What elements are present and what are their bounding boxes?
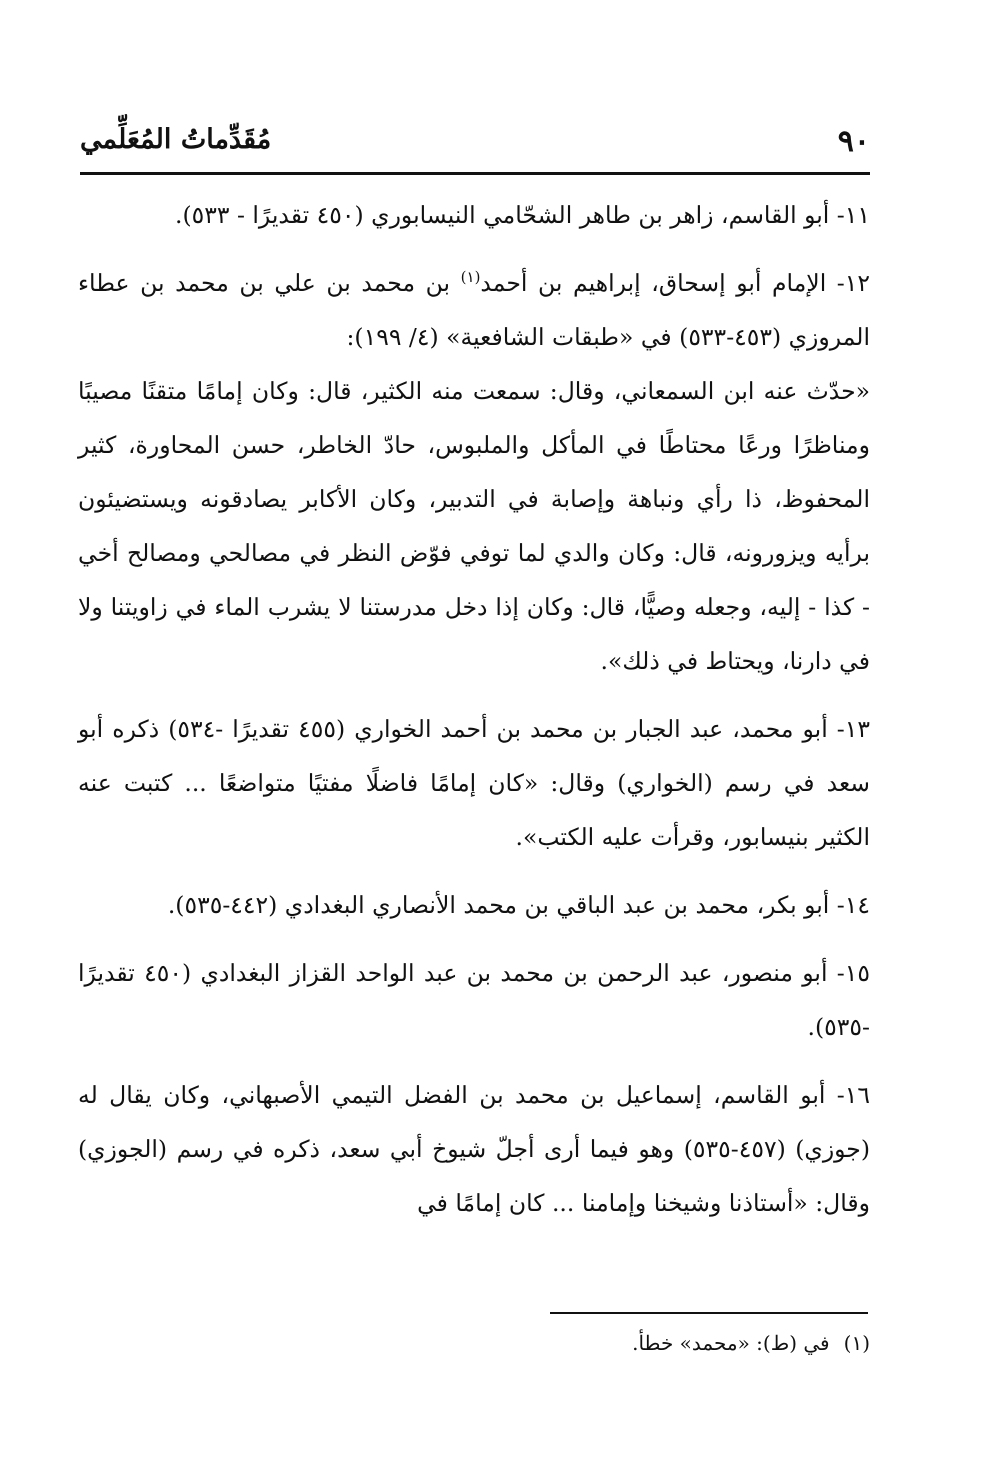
entry-12-text-after-note: بن محمد بن علي بن محمد بن عطاء المروزي (٤٥٣-٥٣٣) في «طبقات الشافعية» (٤/ ١٩٩): xyxy=(78,269,870,351)
running-title: مُقَدِّماتُ المُعَلِّمي xyxy=(80,124,272,155)
page-header xyxy=(80,118,870,168)
entry-12-text-before-note: ١٢- الإمام أبو إسحاق، إبراهيم بن أحمد xyxy=(480,269,871,297)
entry-16: ١٦- أبو القاسم، إسماعيل بن محمد بن الفضل التيمي الأصبهاني، وكان يقال له (جوزي) (٤٥٧-٥٣٥) وهو فيما أرى أجلّ شيوخ أبي سعد، ذكره في رسم (الجوزي) وقال: «أستاذنا وشيخنا وإمامنا ... كان إمامًا في xyxy=(78,1081,871,1217)
header-rule xyxy=(80,172,870,175)
footnote xyxy=(120,1325,870,1361)
page-number: ٩٠ xyxy=(837,124,870,159)
main-text xyxy=(78,188,870,1230)
entry-15: ١٥- أبو منصور، عبد الرحمن بن محمد بن عبد الواحد القزاز البغدادي (٤٥٠ تقديرًا -٥٣٥). xyxy=(78,959,870,1041)
footnote-reference: (١) xyxy=(460,268,481,287)
entry-14: ١٤- أبو بكر، محمد بن عبد الباقي بن محمد الأنصاري البغدادي (٤٤٢-٥٣٥). xyxy=(167,891,870,919)
footnote-text: في (ط): «محمد» خطأ. xyxy=(632,1331,830,1355)
entry-12-quote: «حدّث عنه ابن السمعاني، وقال: سمعت منه الكثير، قال: وكان إمامًا متقنًا مصيبًا ومناظرًا ورعًا محتاطًا في المأكل والملبوس، حادّ الخاطر، حسن المحاورة، كثير المحفوظ، ذا رأي ونباهة وإصابة في التدبير، وكان الأكابر يصادقونه ويستضيئون برأيه ويزورونه، قال: وكان والدي لما توفي فوّض النظر في مصالحي ومصالح أخي - كذا - إليه، وجعله وصيًّا، قال: وكان إذا دخل مدرستنا لا يشرب الماء في زاويتنا ولا في دارنا، ويحتاط في ذلك». xyxy=(78,377,870,675)
footnote-number: (١) xyxy=(843,1331,870,1355)
entry-11: ١١- أبو القاسم، زاهر بن طاهر الشحّامي النيسابوري (٤٥٠ تقديرًا - ٥٣٣). xyxy=(175,201,870,229)
footnote-rule xyxy=(550,1312,868,1314)
entry-12 xyxy=(78,256,870,364)
entry-13: ١٣- أبو محمد، عبد الجبار بن محمد بن أحمد الخواري (٤٥٥ تقديرًا -٥٣٤) ذكره أبو سعد في رسم (الخواري) وقال: «كان إمامًا فاضلًا مفتيًا متواضعًا ... كتبت عنه الكثير بنيسابور، وقرأت عليه الكتب». xyxy=(78,715,870,851)
